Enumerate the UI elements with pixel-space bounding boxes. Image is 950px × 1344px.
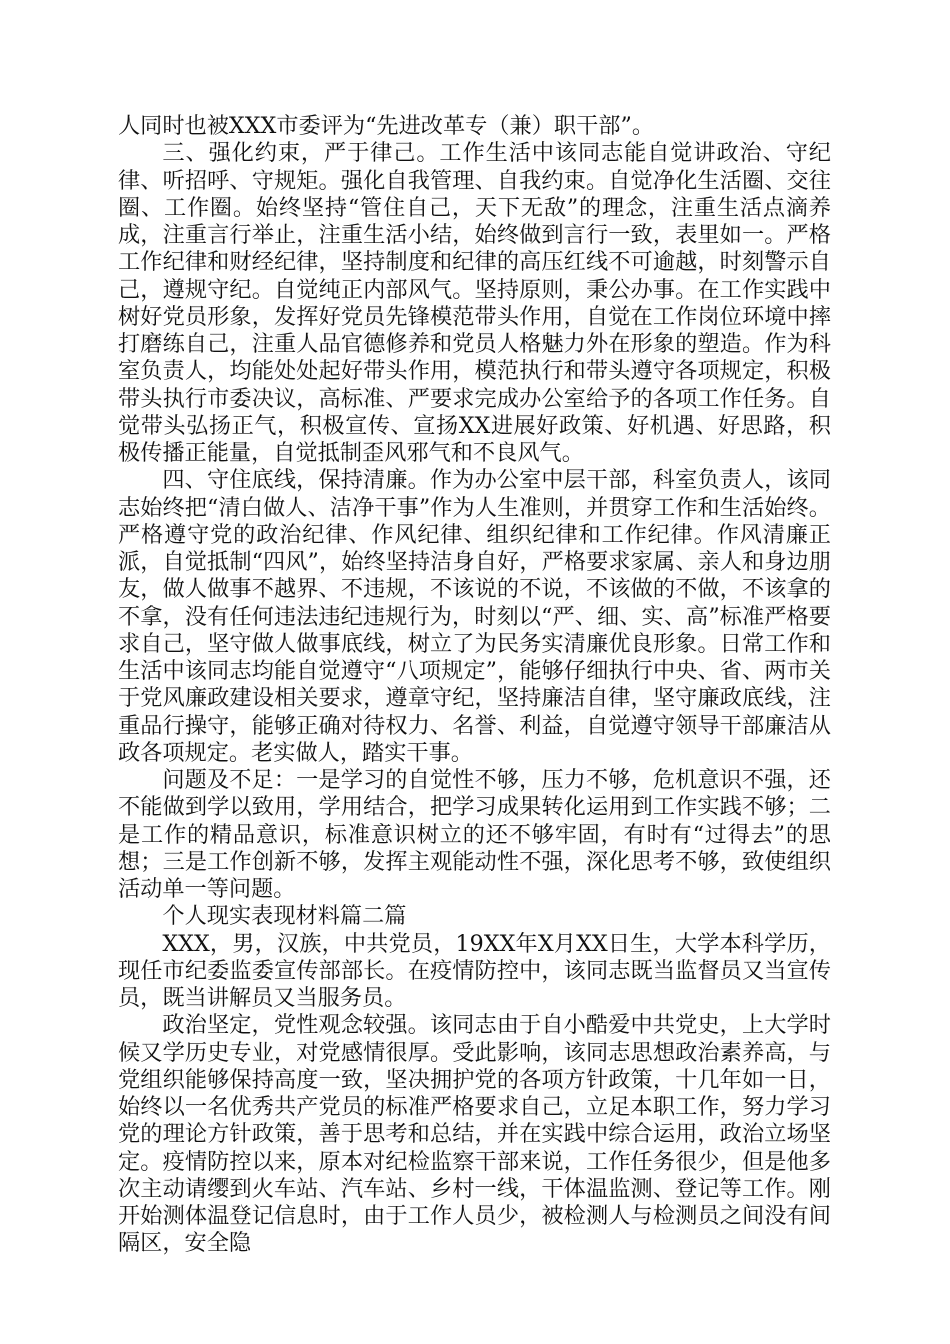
paragraph-section-4: 四、守住底线，保持清廉。作为办公室中层干部，科室负责人，该同志始终把“清白做人、洁净干事”作为人生准则，并贯穿工作和生活始终。严格遵守党的政治纪律、作风纪律、组织纪律和工作纪律。作风清廉正派，自觉抵制“四风”，始终坚持洁身自好，严格要求家属、亲人和身边朋友，做人做事不越界、不违规，不该说的不说，不该做的不做，不该拿的不拿，没有任何违法违纪违规行为，时刻以“严、细、实、高”标准严格要求自己，坚守做人做事底线，树立了为民务实清廉优良形象。日常工作和生活中该同志均能自觉遵守“八项规定”，能够仔细执行中央、省、两市关于党风廉政建设相关要求，遵章守纪，坚持廉洁自律，坚守廉政底线，注重品行操守，能够正确对待权力、名誉、利益，自觉遵守领导干部廉洁从政各项规定。老实做人，踏实干事。 <box>118 467 831 766</box>
section-heading: 个人现实表现材料篇二篇 <box>162 903 407 930</box>
document-page <box>118 113 831 1258</box>
paragraph-section-3: 三、强化约束，严于律己。工作生活中该同志能自觉讲政治、守纪律、听招呼、守规矩。强化自我管理、自我约束。自觉净化生活圈、交往圈、工作圈。始终坚持“管住自己，天下无敌”的理念，注重生活点滴养成，注重言行举止，注重生活小结，始终做到言行一致，表里如一。严格工作纪律和财经纪律，坚持制度和纪律的高压红线不可逾越，时刻警示自己，遵规守纪。自觉纯正内部风气。坚持原则，秉公办事。在工作实践中树好党员形象，发挥好党员先锋模范带头作用，自觉在工作岗位环境中摔打磨练自己，注重人品官德修养和党员人格魅力外在形象的塑造。作为科室负责人，均能处处起好带头作用，模范执行和带头遵守各项规定，积极带头执行市委决议，高标准、严要求完成办公室给予的各项工作任务。自觉带头弘扬正气，积极宣传、宣扬XX进展好政策、好机遇、好思路，积极传播正能量，自觉抵制歪风邪气和不良风气。 <box>118 140 831 466</box>
paragraph-1: 人同时也被XXX市委评为“先进改革专（兼）职干部”。 <box>118 113 655 139</box>
paragraph-politics: 政治坚定，党性观念较强。该同志由于自小酷爱中共党史，上大学时候又学历史专业，对党感情很厚。受此影响，该同志思想政治素养高，与党组织能够保持高度一致，坚决拥护党的各项方针政策，十几年如一日，始终以一名优秀共产党员的标准严格要求自己，立足本职工作，努力学习党的理论方针政策，善于思考和总结，并在实践中综合运用，政治立场坚定。疫情防控以来，原本对纪检监察干部来说，工作任务很少，但是他多次主动请缨到火车站、汽车站、乡村一线，干体温监测、登记等工作。刚开始测体温登记信息时，由于工作人员少，被检测人与检测员之间没有间隔区，安全隐 <box>118 1012 831 1257</box>
paragraph-problems: 问题及不足：一是学习的自觉性不够，压力不够，危机意识不强，还不能做到学以致用，学用结合，把学习成果转化运用到工作实践不够；二是工作的精品意识，标准意识树立的还不够牢固，有时有“过得去”的思想；三是工作创新不够，发挥主观能动性不强，深化思考不够，致使组织活动单一等问题。 <box>118 767 831 902</box>
paragraph-profile: XXX，男，汉族，中共党员，19XX年X月XX日生，大学本科学历，现任市纪委监委宣传部部长。在疫情防控中，该同志既当监督员又当宣传员，既当讲解员又当服务员。 <box>118 930 831 1011</box>
